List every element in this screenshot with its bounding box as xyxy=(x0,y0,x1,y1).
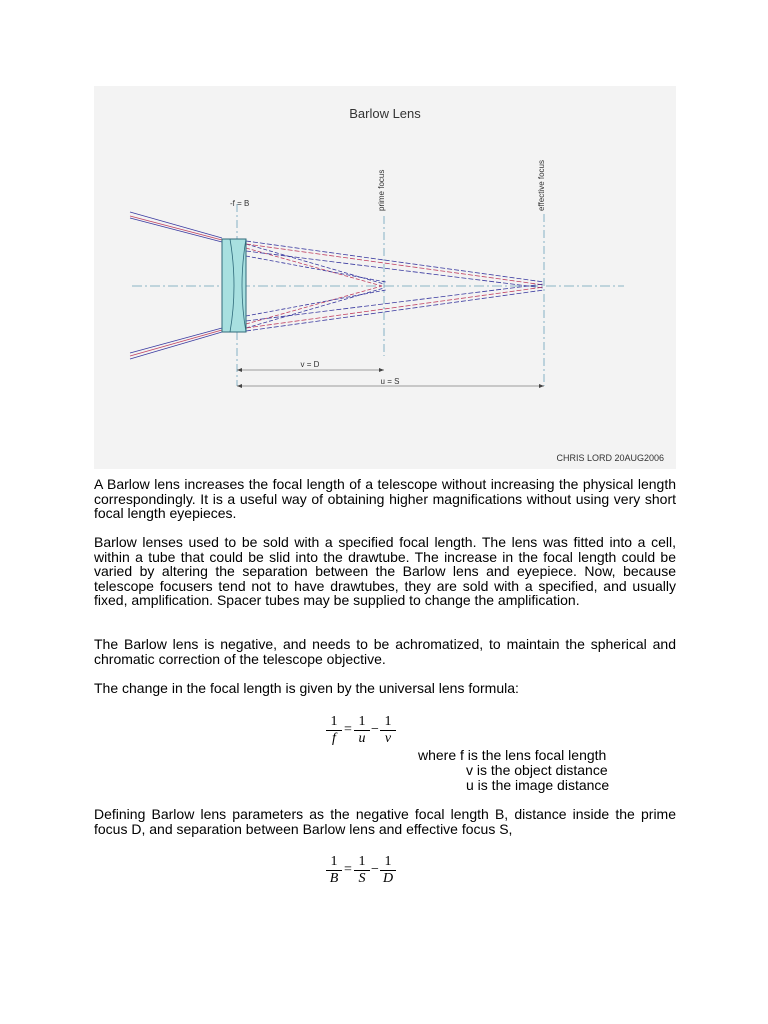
ray xyxy=(246,251,544,288)
figure-title: Barlow Lens xyxy=(349,106,421,121)
figure-credit: CHRIS LORD 20AUG2006 xyxy=(556,453,664,463)
ray xyxy=(246,286,382,324)
frac-1-u: $\frac{1}{u}$ xyxy=(354,714,370,747)
v-dim-label: v = D xyxy=(300,360,320,369)
arrow-head xyxy=(539,384,544,388)
frac-1-S: $\frac{1}{S}$ xyxy=(354,854,370,887)
incoming-rays-bottom xyxy=(130,328,222,359)
ray xyxy=(246,248,382,286)
paragraph-barlow-params: Defining Barlow lens parameters as the negative focal length B, distance inside the prime focus D, and separation between Barlow lens and effective focus S, xyxy=(94,806,676,837)
paragraph-achromatized: The Barlow lens is negative, and needs to be achromatized, to maintain the spherical and chromatic correction of the telescope objective. xyxy=(94,636,676,667)
frac-1-f: $\frac{1}{f}$ xyxy=(326,714,342,747)
ray xyxy=(246,284,544,321)
lens-label: -f = B xyxy=(230,199,250,208)
ray xyxy=(130,332,222,359)
ray-diagram-svg xyxy=(94,86,676,469)
ray xyxy=(246,244,384,284)
lens-formula: $\frac{1}{f}$ = $\frac{1}{u}$ − $\frac{1}{v}$ xyxy=(326,714,396,750)
barlow-formula: $\frac{1}{B}$ = $\frac{1}{S}$ − $\frac{1}{D}$ xyxy=(326,854,398,890)
ray xyxy=(130,330,222,356)
formula-where-u: u is the image distance xyxy=(466,777,610,793)
incoming-rays-top xyxy=(130,212,222,242)
arrow-head xyxy=(237,368,242,372)
arrow-head xyxy=(379,368,384,372)
ray xyxy=(130,216,222,240)
paragraph-formula-intro: The change in the focal length is given by the universal lens formula: xyxy=(94,680,519,696)
formula-where-v: v is the object distance xyxy=(466,762,608,778)
effective-focus-label: effective focus xyxy=(537,160,546,211)
ray xyxy=(246,241,544,282)
u-dim-label: u = S xyxy=(380,377,400,386)
formula-where-f: where f is the lens focal length xyxy=(418,747,607,763)
frac-1-B: $\frac{1}{B}$ xyxy=(326,854,342,887)
frac-1-D: $\frac{1}{D}$ xyxy=(380,854,396,887)
frac-1-v: $\frac{1}{v}$ xyxy=(380,714,396,747)
ray xyxy=(130,212,222,238)
prime-focus-label: prime focus xyxy=(377,169,386,211)
ray xyxy=(130,218,222,242)
ray xyxy=(246,288,384,328)
ray xyxy=(130,328,222,353)
paragraph-intro: A Barlow lens increases the focal length of a telescope without increasing the physical length correspondingly. It is a useful way of obtaining higher magnifications without using very short focal length eyepieces. xyxy=(94,476,676,522)
arrow-head xyxy=(237,384,242,388)
barlow-lens-diagram xyxy=(94,86,676,469)
paragraph-history: Barlow lenses used to be sold with a specified focal length. The lens was fitted into a cell, within a tube that could be slid into the drawtube. The increase in the focal length could be varied by altering the separation between the Barlow lens and eyepiece. Now, because telescope focusers tend not to have drawtubes, they are sold with a specified, and usually fixed, amplification. Spacer tubes may be supplied to change the amplification. xyxy=(94,534,676,609)
ray xyxy=(246,290,544,331)
